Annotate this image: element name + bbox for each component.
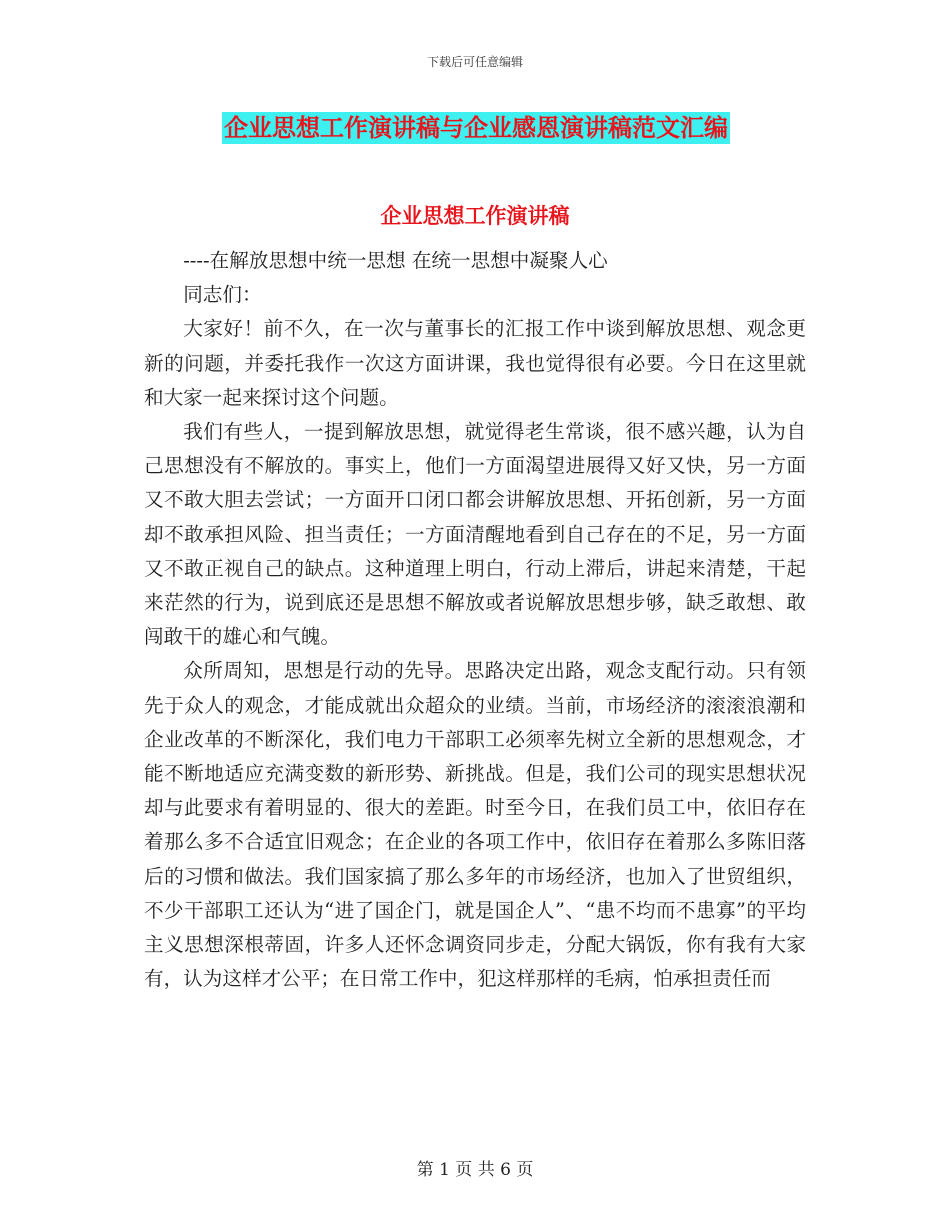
- subtitle-line: ----在解放思想中统一思想 在统一思想中凝聚人心: [183, 249, 608, 272]
- salutation: 同志们：: [183, 283, 262, 307]
- paragraph-2: 我们有些人，一提到解放思想，就觉得老生常谈，很不感兴趣，认为自己思想没有不解放的。事实上，他们一方面渴望进展得又好又快，另一方面又不敢大胆去尝试；一方面开口闭口都会讲解放思想、开拓创新，另一方面却不敢承担风险、担当责任；一方面清醒地看到自己存在的不足，另一方面又不敢正视自己的缺点。这种道理上明白，行动上滞后，讲起来清楚，干起来茫然的行为，说到底还是思想不解放或者说解放思想步够，缺乏敢想、敢闯敢干的雄心和气魄。: [144, 420, 806, 649]
- body-text: [144, 244, 806, 996]
- paragraph-1: 大家好！前不久，在一次与董事长的汇报工作中谈到解放思想、观念更新的问题，并委托我作一次这方面讲课，我也觉得很有必要。今日在这里就和大家一起来探讨这个问题。: [144, 317, 806, 409]
- paragraph-3: 众所周知，思想是行动的先导。思路决定出路，观念支配行动。只有领先于众人的观念，才能成就出众超众的业绩。当前，市场经济的滚滚浪潮和企业改革的不断深化，我们电力干部职工必须率先树立全新的思想观念，才能不断地适应充满变数的新形势、新挑战。但是，我们公司的现实思想状况却与此要求有着明显的、很大的差距。时至今日，在我们员工中，依旧存在着那么多不合适宜旧观念；在企业的各项工作中，依旧存在着那么多陈旧落后的习惯和做法。我们国家搞了那么多年的市场经济，也加入了世贸组织，不少干部职工还认为“进了国企门，就是国企人”、“患不均而不患寡”的平均主义思想深根蒂固，许多人还怀念调资同步走，分配大锅饭，你有我有大家有，认为这样才公平；在日常工作中，犯这样那样的毛病，怕承担责任而: [144, 659, 806, 991]
- header-note: 下载后可任意编辑: [426, 55, 523, 69]
- section-title: 企业思想工作演讲稿: [380, 203, 570, 228]
- document-main-title: 企业思想工作演讲稿与企业感恩演讲稿范文汇编: [224, 113, 728, 142]
- page-number-footer: 第 1 页 共 6 页: [416, 1160, 534, 1180]
